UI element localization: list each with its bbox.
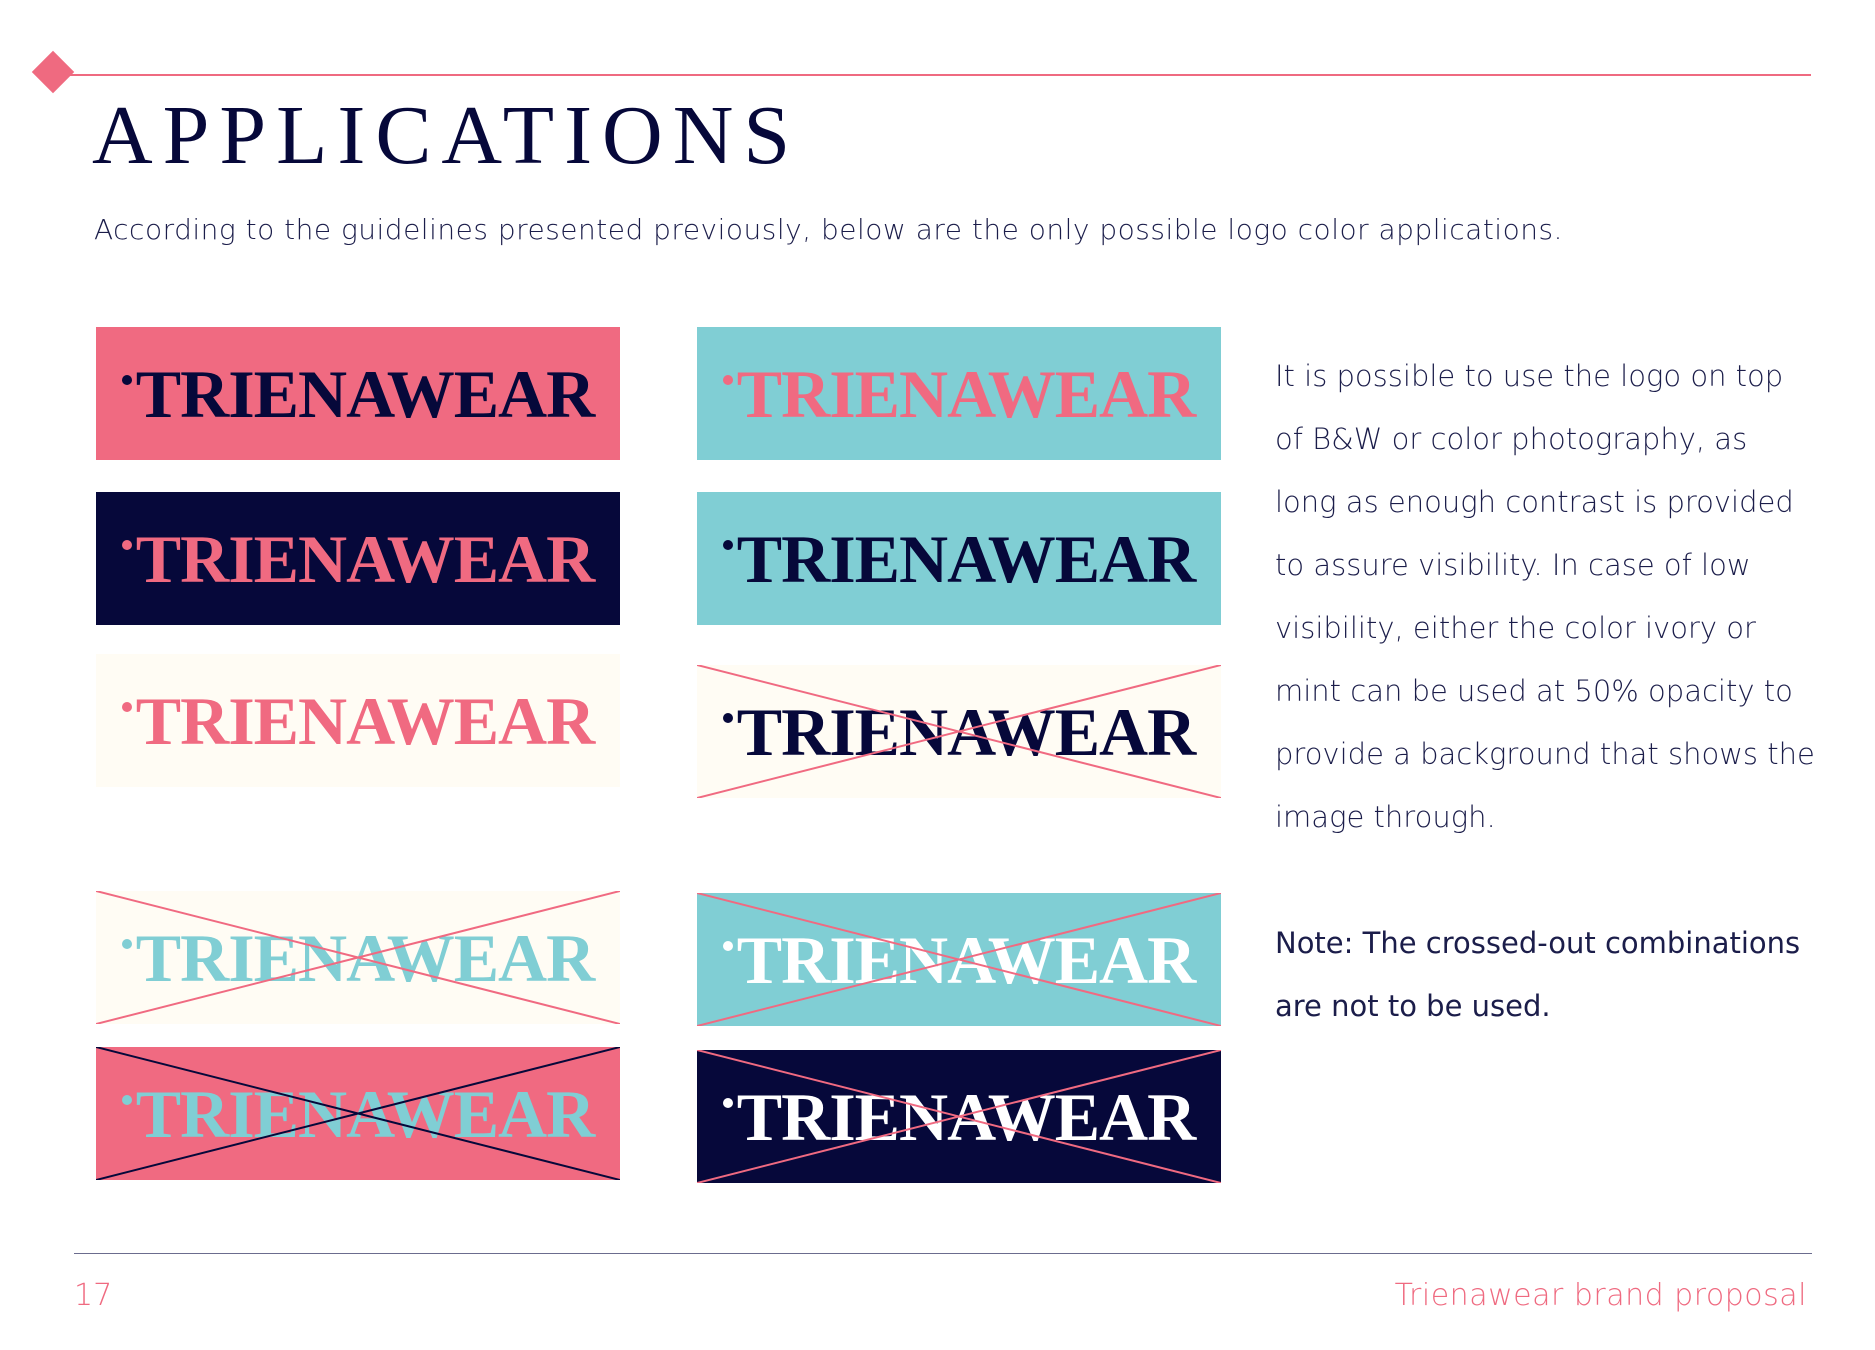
- page-number: 17: [74, 1278, 113, 1313]
- crossed-out-icon: [96, 891, 620, 1024]
- logo-tile-ivory-bg-pink-logo: [96, 654, 620, 787]
- logo-tile-pink-bg-mint-logo-crossed: [96, 1047, 620, 1180]
- crossed-out-icon: [697, 893, 1221, 1026]
- diamond-ornament-icon: [32, 51, 74, 93]
- logo-tile-navy-bg-ivory-logo-crossed: [697, 1050, 1221, 1183]
- logo-wordmark: TRIENAWEAR: [736, 921, 1196, 998]
- logo-tile-ivory-bg-mint-logo-crossed: [96, 891, 620, 1024]
- top-divider: [60, 74, 1811, 76]
- logo-dot-icon: [122, 375, 132, 385]
- trienawear-logo: [96, 327, 620, 460]
- logo-dot-icon: [122, 540, 132, 550]
- intro-text: According to the guidelines presented previously, below are the only possible logo color applications.: [94, 213, 1563, 246]
- crossed-out-icon: [697, 665, 1221, 798]
- logo-tile-navy-bg-pink-logo: [96, 492, 620, 625]
- logo-tile-pink-bg-navy-logo: [96, 327, 620, 460]
- logo-tile-ivory-bg-navy-logo-crossed: [697, 665, 1221, 798]
- logo-wordmark: TRIENAWEAR: [135, 355, 595, 432]
- logo-dot-icon: [723, 540, 733, 550]
- logo-wordmark: TRIENAWEAR: [736, 1078, 1196, 1155]
- page-title: APPLICATIONS: [92, 89, 801, 182]
- trienawear-logo: [96, 654, 620, 787]
- logo-wordmark: TRIENAWEAR: [135, 520, 595, 597]
- logo-dot-icon: [122, 702, 132, 712]
- logo-tile-mint-bg-ivory-logo-crossed: [697, 893, 1221, 1026]
- trienawear-logo: [96, 492, 620, 625]
- crossed-out-note: Note: The crossed-out combinations are not to be used.: [1275, 926, 1801, 1023]
- logo-wordmark: TRIENAWEAR: [135, 1075, 595, 1152]
- logo-wordmark: TRIENAWEAR: [135, 919, 595, 996]
- logo-wordmark: TRIENAWEAR: [736, 355, 1196, 432]
- logo-wordmark: TRIENAWEAR: [736, 693, 1196, 770]
- logo-tile-mint-bg-pink-logo: [697, 327, 1221, 460]
- trienawear-logo: [697, 492, 1221, 625]
- trienawear-logo: [697, 327, 1221, 460]
- logo-wordmark: TRIENAWEAR: [736, 520, 1196, 597]
- photography-usage-paragraph: It is possible to use the logo on top of B&W or color photography, as long as enough contrast is provided to assure visibility. In case of low visibility, either the color ivory or mint can be used at 50% opacity to provide a background that shows the image through.: [1275, 359, 1815, 834]
- footer-document-title: Trienawear brand proposal: [1394, 1278, 1807, 1313]
- logo-tile-mint-bg-navy-logo: [697, 492, 1221, 625]
- bottom-divider: [74, 1253, 1812, 1254]
- logo-dot-icon: [723, 375, 733, 385]
- logo-wordmark: TRIENAWEAR: [135, 682, 595, 759]
- crossed-out-icon: [96, 1047, 620, 1180]
- crossed-out-icon: [697, 1050, 1221, 1183]
